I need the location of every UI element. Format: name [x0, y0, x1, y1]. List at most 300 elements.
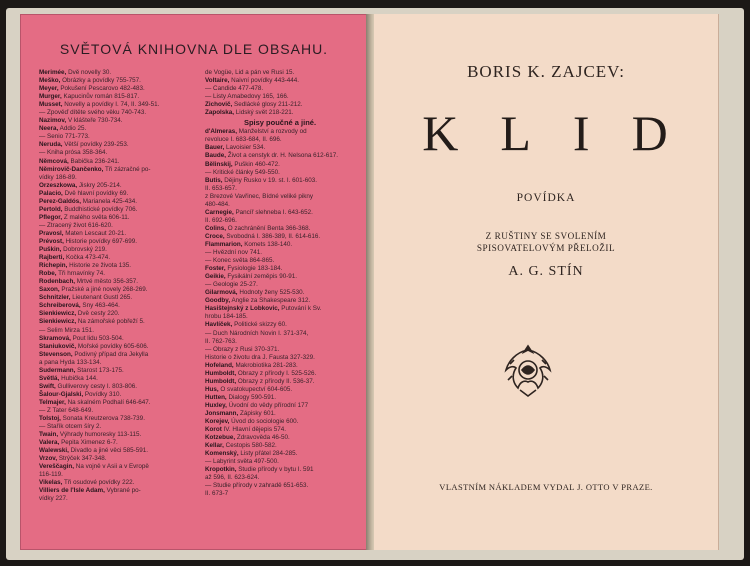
catalog-entry-text: Jiskry 205-214.: [78, 181, 122, 189]
publisher-emblem-icon: [502, 340, 554, 400]
catalog-title: SVĚTOVÁ KNIHOVNA DLE OBSAHU.: [59, 41, 329, 57]
catalog-entry: [205, 265, 355, 273]
catalog-entry-text: Na zámořské pobřeží 5.: [77, 318, 145, 326]
catalog-entry: [39, 391, 197, 399]
catalog-entry-author: Zichovič,: [205, 101, 233, 109]
catalog-entry-author: Puškin,: [39, 246, 62, 254]
catalog-entry: [205, 217, 355, 225]
catalog-entry-author: Sienkiewicz,: [39, 318, 77, 326]
catalog-entry-text: Studie přírody v bytu I. 591: [238, 466, 314, 474]
catalog-entry-text: — Z Tater 648-649.: [39, 406, 94, 414]
catalog-section-title: Spisy poučné a jiné.: [243, 118, 317, 128]
catalog-entry-author: Pflegor,: [39, 213, 63, 221]
catalog-entry: [205, 193, 355, 201]
catalog-entry: [205, 482, 355, 490]
catalog-entry: [39, 262, 197, 270]
catalog-entry: [39, 93, 197, 101]
catalog-entry-text: Putování k Sv.: [281, 305, 322, 313]
catalog-entry: [205, 233, 355, 241]
catalog-entry: [39, 230, 197, 238]
catalog-entry: [39, 182, 197, 190]
catalog-entry-author: Richepin,: [39, 262, 68, 270]
catalog-entry-author: Sudermann,: [39, 366, 76, 374]
catalog-entry: [39, 286, 197, 294]
catalog-entry-text: Z malého světa 606-11.: [63, 213, 130, 221]
catalog-entry-text: Dobrovský 219.: [63, 246, 107, 254]
catalog-entry-text: — Kniha prósa 358-364.: [39, 149, 108, 157]
translation-line-2: SPISOVATELOVÝM PŘELOŽIL: [476, 243, 616, 253]
catalog-entry-text: hrobu 184-185.: [205, 313, 248, 321]
catalog-entry-text: Historie o životu dra J. Fausta 327-329.: [205, 353, 315, 361]
catalog-entry: [39, 109, 197, 117]
catalog-entry-text: Pancíř slehneba I. 643-652.: [235, 208, 313, 216]
catalog-entry-text: Historie povídky 697-699.: [65, 237, 138, 245]
catalog-entry: [205, 93, 355, 101]
catalog-entry: [205, 257, 355, 265]
catalog-entry: [39, 431, 197, 439]
catalog-entry-author: Pertold,: [39, 205, 63, 213]
catalog-entry: [205, 169, 355, 177]
catalog-entry-text: Manželství a rozvody od: [238, 128, 307, 136]
catalog-entry-author: Telmajer,: [39, 398, 66, 406]
catalog-entry-text: Kapucinův román 815-817.: [63, 93, 140, 101]
catalog-entry-text: Dialogy 590-591.: [228, 393, 277, 401]
catalog-entry: [39, 447, 197, 455]
catalog-entry: [205, 434, 355, 442]
catalog-entry-text: — Kritické články 549-550.: [205, 168, 280, 176]
catalog-entry-text: Addio 25.: [59, 125, 87, 133]
catalog-entry-text: IV. Hlavní dějepis 574.: [223, 426, 286, 434]
catalog-entry: [205, 161, 355, 169]
catalog-entry: [39, 254, 197, 262]
catalog-entry-text: Divadlo a jiné věci 585-591.: [70, 447, 148, 455]
catalog-entry-text: — Hvězdní nov 741.: [205, 249, 263, 257]
catalog-entry: [39, 455, 197, 463]
catalog-entry-author: Bauer,: [205, 144, 225, 152]
catalog-entry-author: Geikie,: [205, 273, 226, 281]
catalog-entry-author: Vereščagin,: [39, 463, 75, 471]
catalog-entry: [39, 214, 197, 222]
catalog-entry-text: Puškin 460-472.: [234, 160, 280, 168]
catalog-entry-text: — Selim Mirza 151.: [39, 326, 94, 334]
catalog-entry-author: Foster,: [205, 265, 226, 273]
catalog-entry-author: Němirovič-Dančenko,: [39, 165, 104, 173]
catalog-entry-author: Prévost,: [39, 237, 64, 245]
catalog-entry-text: Zápisky 601.: [240, 409, 276, 417]
catalog-entry-author: Butis,: [205, 176, 223, 184]
catalog-entry-text: — Konec světa 864-865.: [205, 257, 275, 265]
catalog-entry: [205, 426, 355, 434]
catalog-entry-author: Sienkiewicz,: [39, 310, 77, 318]
catalog-entry-text: Povídky 310.: [84, 390, 122, 398]
translation-line-1: Z RUŠTINY SE SVOLENÍM: [485, 231, 607, 241]
catalog-entry: [39, 294, 197, 302]
catalog-entry: [205, 450, 355, 458]
catalog-entry-text: V klášteře 730-734.: [67, 117, 123, 125]
publisher-line: VLASTNÍM NÁKLADEM VYDAL J. OTTO V PRAZE.: [439, 482, 653, 492]
catalog-entry-author: Merimée,: [39, 69, 67, 76]
catalog-entry: [39, 198, 197, 206]
catalog-entry-author: Staniukovič,: [39, 342, 77, 350]
author-name: BORIS K. ZAJCEV:: [467, 62, 625, 81]
catalog-entry-author: Gilarmová,: [205, 289, 238, 297]
catalog-entry: [39, 343, 197, 351]
catalog-entry-author: Twain,: [39, 431, 59, 439]
catalog-entry-author: Stevenson,: [39, 350, 73, 358]
catalog-entry-text: Politické skizzy 60.: [234, 321, 287, 329]
catalog-entry-text: Fysikální zeměpis 90-91.: [227, 273, 298, 281]
catalog-entry-author: Světlá,: [39, 374, 60, 382]
catalog-entry: [205, 410, 355, 418]
catalog-entry-author: Neera,: [39, 125, 59, 133]
catalog-entry: [39, 238, 197, 246]
catalog-entry-author: Vrzov,: [39, 455, 58, 463]
catalog-entry: [205, 209, 355, 217]
catalog-entry-author: Neruda,: [39, 141, 63, 149]
catalog-entry-author: Schreiberová,: [39, 302, 81, 310]
catalog-entry: [39, 415, 197, 423]
catalog-entry: [205, 394, 355, 402]
catalog-entry-text: — Senio 771-773.: [39, 133, 90, 141]
catalog-entry-text: Sny 463-464.: [82, 302, 120, 310]
right-page-titlepage: [374, 14, 719, 550]
translation-note: [374, 230, 718, 254]
catalog-entry-text: Historie ze života 135.: [69, 262, 132, 270]
catalog-entry-text: Lavoisier 534.: [226, 144, 266, 152]
catalog-entry-text: Starost 173-175.: [77, 366, 124, 374]
catalog-entry-text: II. 692-696.: [205, 216, 237, 224]
catalog-entry: [205, 321, 355, 329]
catalog-entry: [205, 77, 355, 85]
catalog-entry-author: Kellar,: [205, 442, 224, 450]
catalog-entry-author: Valera,: [39, 439, 60, 447]
catalog-entry-text: revoluce I. 683-684, II. 696.: [205, 136, 282, 144]
catalog-entry: [39, 359, 197, 367]
catalog-entry-text: 116-119.: [39, 471, 63, 479]
catalog-entry-author: Bělinskij,: [205, 160, 233, 168]
catalog-entry-text: Babička 236-241.: [70, 157, 120, 165]
catalog-entry: [205, 249, 355, 257]
catalog-entry-author: Pravosl,: [39, 229, 64, 237]
catalog-entry-author: Goodby,: [205, 297, 231, 305]
catalog-entry: [205, 490, 355, 498]
catalog-entry-text: Úvod do sociologie 600.: [231, 418, 299, 426]
catalog-entry: [205, 69, 355, 77]
catalog-entry-author: Croce,: [205, 232, 225, 240]
catalog-entry-text: Mrtvé město 356-357.: [76, 278, 139, 286]
catalog-entry-text: 480-484.: [205, 200, 230, 208]
catalog-entry-author: Rajberti,: [39, 254, 65, 262]
catalog-entry: [205, 177, 355, 185]
catalog-entry-text: Dějiny Rusko v 19. st. I. 601-603.: [224, 176, 317, 184]
catalog-entry: [39, 174, 197, 182]
catalog-entry-text: Na vojně v Asii a v Evropě: [75, 463, 149, 471]
catalog-entry: [205, 386, 355, 394]
catalog-entry: [39, 278, 197, 286]
catalog-entry: [39, 101, 197, 109]
catalog-entry: [39, 190, 197, 198]
catalog-entry-text: — Obrazy z Rusi 370-371.: [205, 345, 280, 353]
catalog-entry-author: Šalour-Gjalski,: [39, 390, 84, 398]
catalog-entry-author: Meyer,: [39, 85, 59, 93]
catalog-entry-author: Palacio,: [39, 189, 63, 197]
catalog-entry: [39, 246, 197, 254]
catalog-entry: [39, 310, 197, 318]
catalog-entry-author: d'Almeras,: [205, 128, 237, 136]
catalog-entry-text: Dvě cesty 220.: [77, 310, 120, 318]
catalog-entry-text: Úvodní do vědy přírodní 177: [228, 401, 309, 409]
catalog-entry: [205, 346, 355, 354]
catalog-entry-text: — Geologie 25-27.: [205, 281, 258, 289]
left-page-catalog: [20, 14, 368, 550]
catalog-entry: [39, 158, 197, 166]
catalog-entry: [205, 273, 355, 281]
catalog-entry-author: Voltaire,: [205, 77, 230, 85]
catalog-entry: [39, 327, 197, 335]
catalog-entry-author: Humboldt,: [205, 377, 237, 385]
catalog-entry: [205, 418, 355, 426]
catalog-entry-author: Kropotkin,: [205, 466, 237, 474]
catalog-entry: [205, 136, 355, 144]
catalog-entry: [205, 474, 355, 482]
catalog-entry-author: Carnegie,: [205, 208, 234, 216]
catalog-entry-author: Nazimov,: [39, 117, 67, 125]
catalog-entry: [205, 466, 355, 474]
catalog-entry-author: Orzeszkowa,: [39, 181, 78, 189]
catalog-entry-text: Listy přátel 284-285.: [240, 450, 298, 458]
catalog-entry-author: Komenský,: [205, 450, 239, 458]
catalog-entry: [39, 471, 197, 479]
catalog-entry-text: O svatokupectví 604-605.: [220, 385, 293, 393]
catalog-entry-text: vídky 186-89.: [39, 173, 77, 181]
catalog-entry-text: Komets 138-140.: [244, 240, 293, 248]
catalog-entry: [205, 402, 355, 410]
catalog-entry-text: Naivní povídky 443-444.: [231, 77, 300, 85]
catalog-entry-text: až 596, II. 623-624.: [205, 474, 260, 482]
catalog-entry-text: — Listy Amabedovy 165, 166.: [205, 93, 289, 101]
catalog-right-column: [205, 69, 355, 498]
catalog-entry-author: Skramová,: [39, 334, 71, 342]
catalog-entry-author: Tolstoj,: [39, 415, 61, 423]
catalog-entry: [205, 185, 355, 193]
catalog-entry: [39, 463, 197, 471]
catalog-entry-text: II. 762-763.: [205, 337, 237, 345]
catalog-entry-author: Havlíček,: [205, 321, 233, 329]
catalog-entry: [205, 101, 355, 109]
catalog-left-column: [39, 69, 197, 504]
catalog-entry-text: Hodnoty ženy 525-530.: [239, 289, 305, 297]
catalog-entry-text: z Brezové Vavřinec, Bídné veliké pikny: [205, 192, 314, 200]
catalog-entry-author: Saxon,: [39, 286, 60, 294]
catalog-entry-text: Na skalném Podhalí 646-647.: [67, 398, 151, 406]
catalog-entry-author: Walewski,: [39, 447, 69, 455]
catalog-entry: [205, 128, 355, 136]
catalog-entry-text: Dvě novelly 30.: [68, 69, 112, 76]
catalog-entry: [205, 442, 355, 450]
catalog-entry-text: Tři hrnavínky 74.: [58, 270, 106, 278]
catalog-entry-author: Murger,: [39, 93, 62, 101]
catalog-entry: [39, 166, 197, 174]
catalog-entry-author: Hasištejnský z Lobkovic,: [205, 305, 280, 313]
catalog-entry-author: Villiers de l'Isle Adam,: [39, 487, 105, 495]
catalog-entry-author: Humboldt,: [205, 369, 237, 377]
catalog-entry: [39, 133, 197, 141]
catalog-entry: [39, 85, 197, 93]
catalog-entry: [205, 289, 355, 297]
catalog-entry-text: O zachránění Benta 366-368.: [227, 224, 311, 232]
catalog-entry: [205, 305, 355, 313]
catalog-entry: [205, 85, 355, 93]
catalog-entry-text: Svobodná I. 386-389, II. 614-616.: [226, 232, 321, 240]
catalog-entry: [205, 109, 355, 117]
catalog-entry-text: Mořské povídky 605-606.: [77, 342, 149, 350]
catalog-entry-text: Lidský svět 218-221.: [235, 109, 294, 117]
catalog-entry-author: Hus,: [205, 385, 219, 393]
catalog-entry: [205, 152, 355, 160]
catalog-entry-author: Robe,: [39, 270, 57, 278]
catalog-entry-author: Baude,: [205, 152, 226, 160]
translator-name: A. G. STÍN: [508, 264, 584, 279]
catalog-entry: [39, 487, 197, 495]
catalog-entry: [39, 149, 197, 157]
book-genre: POVÍDKA: [516, 192, 576, 204]
catalog-entry: [39, 479, 197, 487]
catalog-entry: [205, 378, 355, 386]
catalog-entry-text: Pout lidu 503-504.: [72, 334, 124, 342]
catalog-entry: [205, 362, 355, 370]
catalog-entry: [39, 495, 197, 503]
catalog-entry-author: Flammarion,: [205, 240, 243, 248]
catalog-entry: [39, 69, 197, 77]
catalog-entry-text: — Candide 477-478.: [205, 85, 264, 93]
catalog-entry-author: Swift,: [39, 382, 56, 390]
catalog-entry-text: Anglie za Shakespeare 312.: [231, 297, 311, 305]
catalog-entry-text: Pepita Ximenez 6-7.: [61, 439, 118, 447]
catalog-entry-text: Podivný případ dra Jekylla: [74, 350, 149, 358]
catalog-entry-text: Zdravověda 46-50.: [236, 434, 290, 442]
catalog-entry-author: Schnitzler,: [39, 294, 71, 302]
catalog-entry: [39, 383, 197, 391]
catalog-entry: [39, 375, 197, 383]
catalog-entry-author: Musset,: [39, 101, 63, 109]
catalog-entry: [39, 141, 197, 149]
catalog-entry: [39, 367, 197, 375]
catalog-entry: [39, 423, 197, 431]
catalog-entry-author: Vikelas,: [39, 479, 63, 487]
catalog-entry-text: Tři osudové povídky 222.: [63, 479, 135, 487]
catalog-entry-text: Maten Lescaut 20-21.: [65, 229, 127, 237]
catalog-entry: [205, 313, 355, 321]
catalog-entry-text: Marianela 425-434.: [82, 197, 138, 205]
catalog-entry: [205, 201, 355, 209]
catalog-entry: [39, 302, 197, 310]
catalog-entry-text: Hubička 144.: [61, 374, 98, 382]
catalog-entry-text: — Zpověď dítěte svého věku 740-743.: [39, 109, 147, 117]
catalog-entry: [205, 370, 355, 378]
catalog-entry: [39, 206, 197, 214]
catalog-entry-text: de Vogüe, Lid a pán ve Rusi 15.: [205, 69, 295, 76]
catalog-entry-author: Korot: [205, 426, 222, 434]
catalog-entry-author: Huxley,: [205, 401, 227, 409]
catalog-entry-text: Větší povídky 239-253.: [64, 141, 129, 149]
catalog-entry: [39, 117, 197, 125]
catalog-entry-text: Dvě hlavní povídky 69.: [64, 189, 129, 197]
catalog-entry-text: Novelly a povídky I. 74, II. 349-51.: [64, 101, 160, 109]
catalog-entry: [39, 399, 197, 407]
catalog-entry-text: Obrazy z přírody II. 536-37.: [237, 377, 315, 385]
catalog-entry-text: a pana Hyda 133-134.: [39, 358, 102, 366]
catalog-entry: [39, 335, 197, 343]
catalog-entry: [205, 225, 355, 233]
catalog-entry-author: Rodenbach,: [39, 278, 76, 286]
catalog-entry-text: Kočka 473-474.: [65, 254, 111, 262]
catalog-entry-author: Hofeland,: [205, 361, 234, 369]
catalog-entry-text: Život a censtyk dr. H. Nelsona 612-617.: [227, 152, 339, 160]
catalog-entry: [39, 407, 197, 415]
catalog-entry: [39, 270, 197, 278]
catalog-entry-author: Perez-Galdós,: [39, 197, 81, 205]
catalog-entry-text: — Labyrint světa 497-500.: [205, 458, 279, 466]
catalog-entry: [39, 222, 197, 230]
catalog-entry-author: Kotzebue,: [205, 434, 236, 442]
catalog-entry-text: Výhrady humoresky 113-115.: [59, 431, 142, 439]
catalog-entry-text: Fysiologie 183-184.: [227, 265, 283, 273]
catalog-entry: [205, 241, 355, 249]
catalog-entry-text: Tři zázračné po-: [105, 165, 151, 173]
catalog-entry: [39, 318, 197, 326]
catalog-entry-text: Gulliverovy cesty I. 803-806.: [57, 382, 137, 390]
catalog-entry-text: Pokušení Pescarovo 482-483.: [60, 85, 145, 93]
catalog-entry-text: Obrázky a povídky 755-757.: [62, 77, 141, 85]
catalog-entry-text: — Studie přírody v zahradě 651-653.: [205, 482, 309, 490]
catalog-entry-text: Lieutenant Gustl 265.: [72, 294, 133, 302]
catalog-entry: [39, 125, 197, 133]
catalog-entry-author: Meško,: [39, 77, 61, 85]
book-title: KLID: [422, 105, 710, 161]
catalog-entry-text: vídky 227.: [39, 495, 68, 503]
catalog-entry-text: II. 653-657.: [205, 184, 237, 192]
catalog-entry-author: Němcová,: [39, 157, 69, 165]
catalog-entry-text: Cestopis 580-582.: [225, 442, 277, 450]
catalog-entry-text: II. 673-7: [205, 490, 229, 498]
catalog-entry-text: Buddhistické povídky 706.: [64, 205, 138, 213]
catalog-entry: [205, 338, 355, 346]
catalog-entry: [39, 77, 197, 85]
catalog-entry-text: Sonata Kreutzerova 738-739.: [62, 415, 145, 423]
catalog-entry: [39, 351, 197, 359]
catalog-entry: [39, 439, 197, 447]
catalog-entry-text: Obrazy z přírody I. 525-526.: [237, 369, 317, 377]
catalog-entry: [205, 297, 355, 305]
catalog-entry-text: Pražské a jiné novely 268-269.: [61, 286, 148, 294]
catalog-entry-author: Colins,: [205, 224, 226, 232]
catalog-entry: [205, 354, 355, 362]
catalog-entry-author: Zapolska,: [205, 109, 235, 117]
catalog-entry-text: — Stařík otcem šíry 2.: [39, 423, 102, 431]
catalog-entry-text: Strýček 347-348.: [58, 455, 107, 463]
catalog-entry: [205, 458, 355, 466]
catalog-entry-text: — Duch Národních Novin I. 371-374,: [205, 329, 309, 337]
catalog-entry-text: — Ztracený život 616-620.: [39, 221, 113, 229]
catalog-entry-text: Makrobiotika 281-283.: [235, 361, 298, 369]
catalog-entry: [205, 330, 355, 338]
catalog-entry-author: Hutten,: [205, 393, 227, 401]
catalog-entry: [205, 281, 355, 289]
catalog-entry-author: Korejev,: [205, 418, 230, 426]
catalog-entry-author: Jonsmann,: [205, 409, 239, 417]
catalog-entry-text: Sedlácké glosy 211-212.: [234, 101, 303, 109]
catalog-entry-text: Vybrané po-: [106, 487, 141, 495]
